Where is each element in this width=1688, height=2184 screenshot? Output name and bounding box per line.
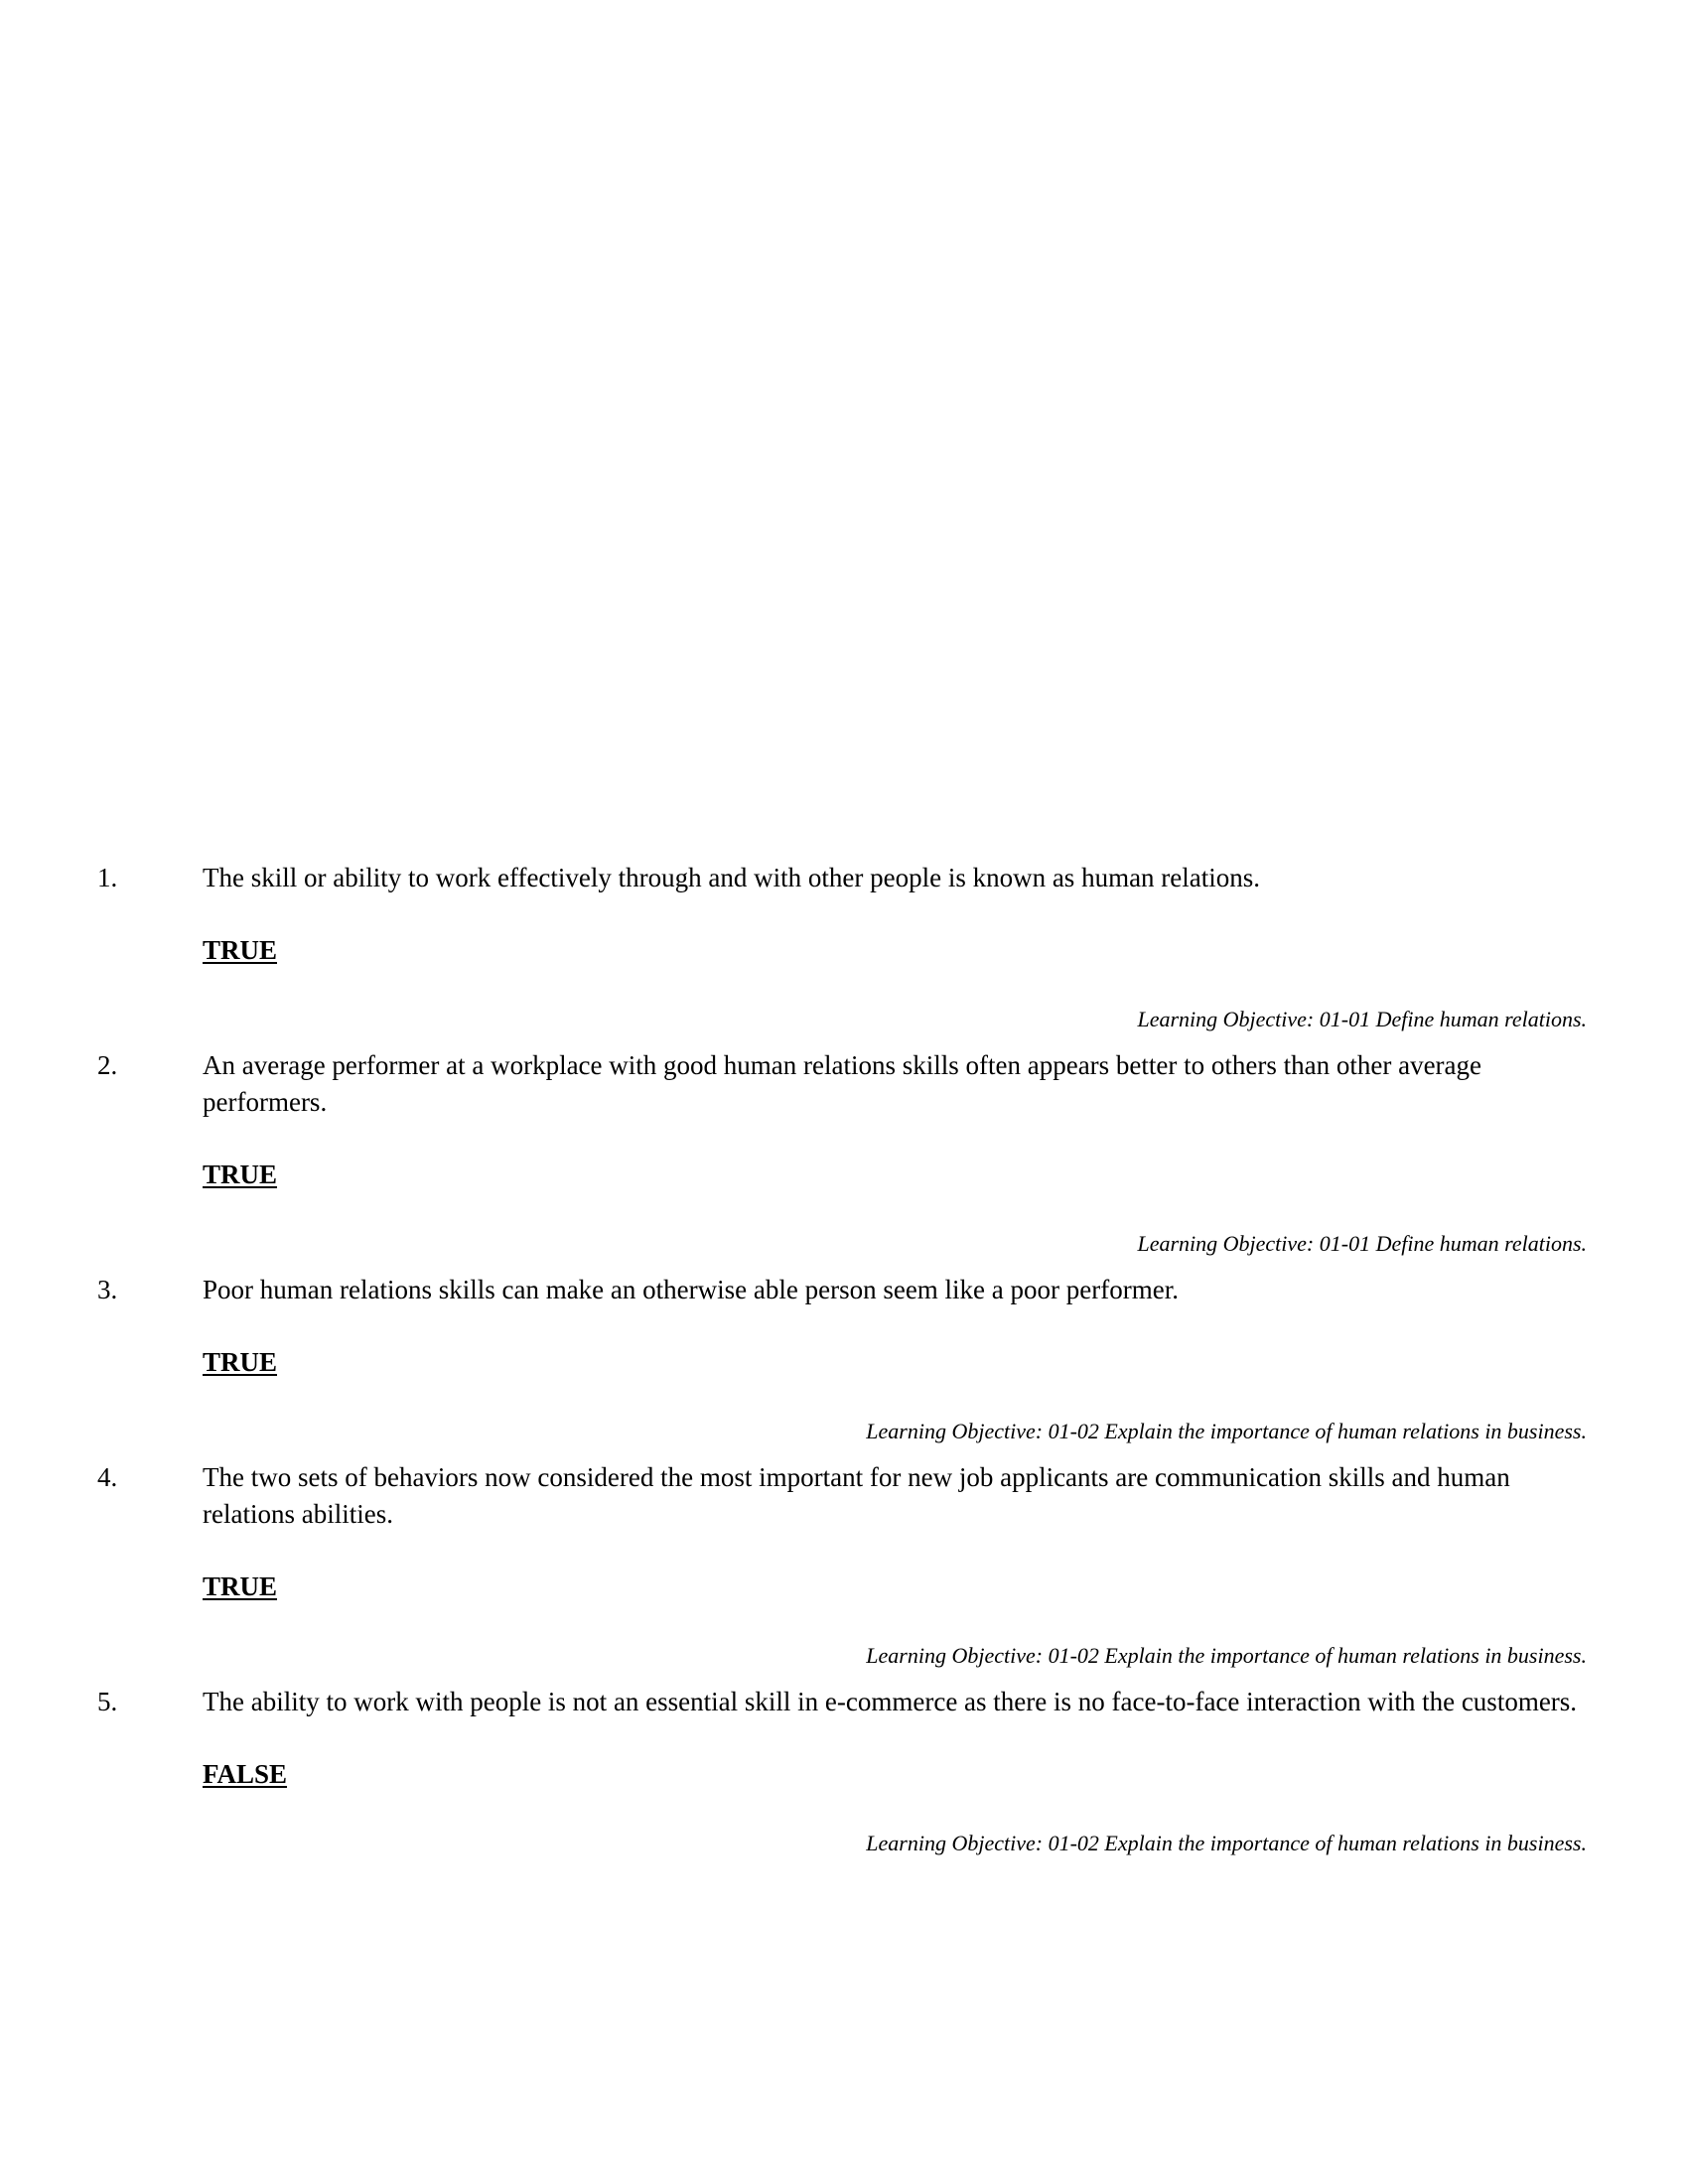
question-row <box>97 1684 1587 1720</box>
question-row <box>97 1272 1587 1308</box>
question-item <box>97 860 1587 1034</box>
learning-objective: Learning Objective: 01-02 Explain the importance of human relations in business. <box>866 1419 1587 1443</box>
question-item <box>97 1272 1587 1446</box>
question-item <box>97 1047 1587 1259</box>
question-number: 4. <box>97 1462 118 1492</box>
question-list <box>97 860 1587 1871</box>
question-answer: TRUE <box>203 1160 278 1189</box>
question-row <box>97 1459 1587 1533</box>
question-text: The ability to work with people is not an essential skill in e-commerce as there is no face-to-face interaction with the customers. <box>203 1687 1578 1716</box>
question-number: 1. <box>97 863 118 892</box>
question-row <box>97 1047 1587 1121</box>
question-text: The two sets of behaviors now considered the most important for new job applicants are communication skills and human relations abilities. <box>203 1462 1510 1529</box>
question-text: The skill or ability to work effectively through and with other people is known as human relations. <box>203 863 1261 892</box>
question-item <box>97 1459 1587 1671</box>
question-answer: TRUE <box>203 1347 278 1377</box>
learning-objective: Learning Objective: 01-02 Explain the importance of human relations in business. <box>866 1831 1587 1855</box>
question-text: Poor human relations skills can make an otherwise able person seem like a poor performer. <box>203 1275 1179 1304</box>
question-item <box>97 1684 1587 1858</box>
learning-objective: Learning Objective: 01-01 Define human relations. <box>1137 1007 1587 1031</box>
question-number: 2. <box>97 1050 118 1080</box>
question-number: 3. <box>97 1275 118 1304</box>
question-answer: FALSE <box>203 1759 288 1789</box>
question-answer: TRUE <box>203 1571 278 1601</box>
learning-objective: Learning Objective: 01-02 Explain the importance of human relations in business. <box>866 1643 1587 1668</box>
question-row <box>97 860 1587 896</box>
question-answer: TRUE <box>203 935 278 965</box>
question-number: 5. <box>97 1687 118 1716</box>
learning-objective: Learning Objective: 01-01 Define human relations. <box>1137 1231 1587 1256</box>
question-text: An average performer at a workplace with good human relations skills often appears better to others than other average performers. <box>203 1050 1482 1117</box>
